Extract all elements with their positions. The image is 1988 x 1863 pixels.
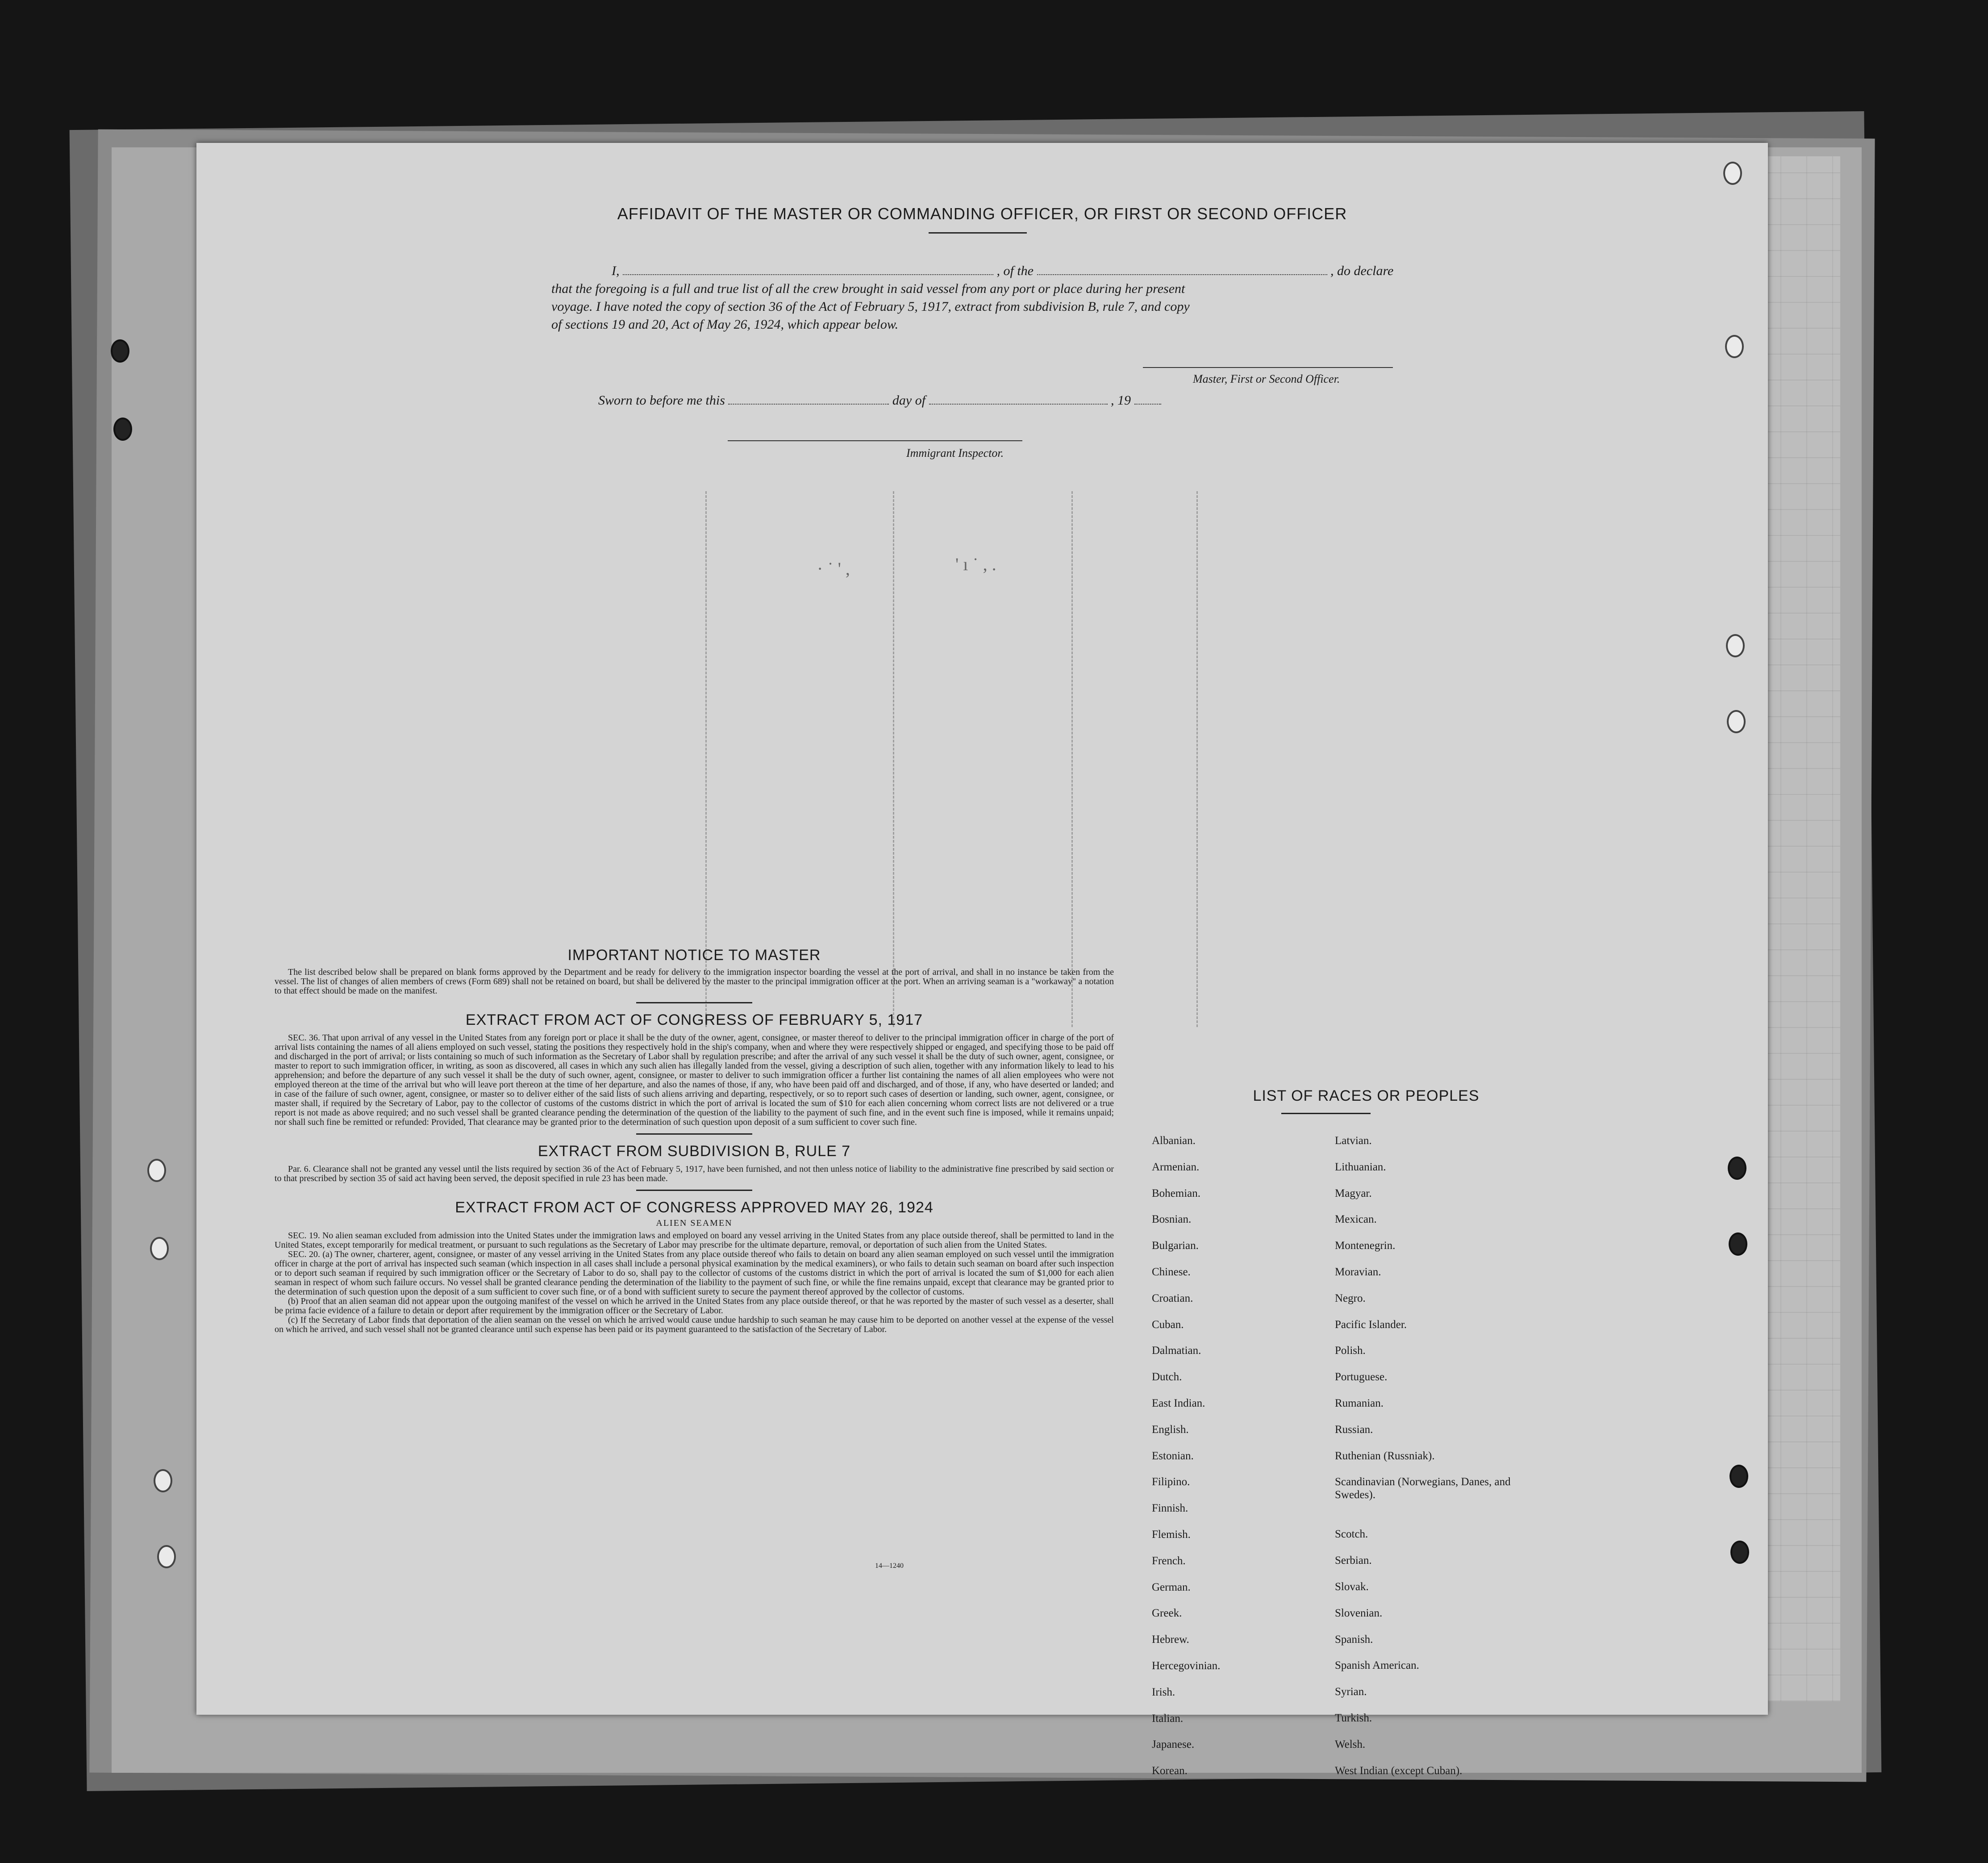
race-item: Cuban.	[1152, 1318, 1184, 1331]
extract-1924-sec20a: SEC. 20. (a) The owner, charterer, agent, consignee, or master of any vessel arriving in the United States from any place outside thereof who fails to detain on board any alien seaman employed on such vessel until the immigration officer in charge at the port of arrival has inspected such seaman (which inspection in all cases shall include a personal physical examination by the medical examiners), or who fails to detain such seaman on board after such inspection or to deport such seaman if required by such immigration officer or the Secretary of Labor to do so, shall pay to the collector of customs of the customs district in which the port of arrival is located the sum of $1,000 for each alien seaman in respect of whom such failure occurs. No vessel shall be granted clearance pending the determination of the liability to the payment of such fine, or while the fine remains unpaid, except that clearance may be granted prior to the determination of such question upon the deposit of a sum sufficient to cover such fine, or of a bond with sufficient surety to secure the payment thereof approved by the collector of customs.	[275, 1249, 1114, 1297]
sworn-month-blank[interactable]	[929, 393, 1108, 405]
race-item: Turkish.	[1335, 1712, 1372, 1724]
sworn-prefix: Sworn to before me this	[598, 393, 725, 408]
binder-hole	[111, 339, 129, 363]
sworn-line	[598, 393, 1161, 408]
title-underline	[929, 232, 1027, 234]
officer-name-blank[interactable]	[623, 263, 993, 275]
alien-seamen-subtitle: ALIEN SEAMEN	[656, 1218, 733, 1228]
race-item: Magyar.	[1335, 1187, 1372, 1199]
i-label: I,	[612, 263, 620, 278]
extract-1917-section-36: SEC. 36. That upon arrival of any vessel in the United States from any foreign port or place it shall be the duty of the owner, agent, consignee, or master thereof to deliver to the principal immigration officer in charge of the port of arrival lists containing the names of all aliens employed on such vessel, stating the positions they respectively hold in the ship's company, when and where they were respectively shipped or engaged, and specifying those to be paid off and discharged in the port of arrival; or lists containing so much of such information as the Secretary of Labor shall by regulation prescribe; and after the arrival of any such vessel it shall be the duty of such owner, agent, consignee, or master to report to such immigration officer, in writing, as soon as discovered, all cases in which any such alien has illegally landed from the vessel, giving a description of such alien, together with any information likely to lead to his apprehension; and before the departure of any such vessel it shall be the duty of such owner, agent, consignee, or master to deliver to such immigration officer a further list containing the names of all alien employees who were not employed thereon at the time of the arrival but who will leave port thereon at the time of her departure, and also the names of those, if any, who have been paid off and discharged, and of those, if any, who have deserted or landed; and in case of the failure of such owner, agent, consignee, or master so to deliver either of the said lists of such aliens arriving and departing, respectively, or so to report such cases of desertion or landing, such owner, agent, consignee, or master shall, if required by the Secretary of Labor, pay to the collector of customs of the customs district in which the port of arrival is located the sum of $10 for each alien concerning whom correct lists are not delivered or a true report is not made as above required; and no such vessel shall be granted clearance pending the determination of the question of the liability to the payment of such fine, and in the event such fine is imposed, while it remains unpaid; nor shall such fine be remitted or refunded: Provided, That clearance may be granted prior to the determination of such question upon deposit of a sum sufficient to cover such fine.	[275, 1033, 1114, 1127]
bleed-through-rule	[1196, 491, 1198, 1027]
notice-to-master-section	[275, 947, 1114, 1334]
race-item: Serbian.	[1335, 1554, 1372, 1567]
extract-rule7-par6: Par. 6. Clearance shall not be granted any vessel until the lists required by section 36 of the Act of February 5, 1917, have been furnished, and not then unless notice of liability to the administrative fine prescribed by said section or to that prescribed by section 35 of said act having been served, the deposit specified in rule 23 has been made.	[275, 1164, 1114, 1183]
races-list-title: LIST OF RACES OR PEOPLES	[1253, 1087, 1480, 1104]
race-item: Finnish.	[1152, 1502, 1188, 1515]
race-item: Latvian.	[1335, 1135, 1372, 1147]
binder-hole	[1727, 710, 1746, 733]
race-item: Croatian.	[1152, 1292, 1193, 1304]
race-item: French.	[1152, 1554, 1186, 1567]
race-item: Bosnian.	[1152, 1213, 1192, 1226]
notice-to-master-body	[275, 968, 1114, 996]
race-item: Scotch.	[1335, 1528, 1368, 1541]
race-item: Japanese.	[1152, 1738, 1195, 1751]
inspector-signature-line[interactable]	[728, 440, 1022, 441]
race-item: Irish.	[1152, 1686, 1175, 1698]
race-item: Filipino.	[1152, 1476, 1190, 1488]
of-the-label: , of the	[996, 263, 1034, 278]
binder-hole	[1729, 1232, 1747, 1256]
affidavit-declaration-line	[612, 263, 1393, 279]
form-number: 14—1240	[875, 1562, 904, 1570]
race-item: English.	[1152, 1423, 1189, 1436]
race-item: Negro.	[1335, 1292, 1366, 1304]
extract-1917-body	[275, 1033, 1114, 1127]
race-item: Slovenian.	[1335, 1607, 1383, 1619]
binder-hole	[1728, 1157, 1746, 1180]
race-item: Hebrew.	[1152, 1633, 1189, 1646]
affidavit-text-line-2: that the foregoing is a full and true list of all the crew brought in said vessel from any port or place during her present	[551, 281, 1185, 296]
section-divider	[636, 1190, 752, 1191]
section-divider	[636, 1133, 752, 1135]
master-signature-line[interactable]	[1143, 367, 1393, 368]
extract-rule7-title: EXTRACT FROM SUBDIVISION B, RULE 7	[538, 1143, 851, 1160]
binder-hole	[1725, 335, 1744, 358]
race-item: Portuguese.	[1335, 1371, 1388, 1383]
race-item: Spanish.	[1335, 1633, 1373, 1646]
race-item: Italian.	[1152, 1712, 1184, 1725]
race-item: Polish.	[1335, 1345, 1366, 1357]
do-declare-label: , do declare	[1330, 263, 1394, 278]
binder-hole	[113, 418, 132, 441]
race-item: West Indian (except Cuban).	[1335, 1764, 1463, 1777]
race-item: Slovak.	[1335, 1580, 1369, 1593]
race-item: Pacific Islander.	[1335, 1318, 1407, 1331]
race-item: Moravian.	[1335, 1266, 1381, 1278]
binder-hole	[1730, 1541, 1749, 1564]
race-item: Lithuanian.	[1335, 1161, 1386, 1173]
race-item: Mexican.	[1335, 1213, 1377, 1226]
binder-hole	[154, 1469, 172, 1492]
race-item: Albanian.	[1152, 1135, 1196, 1147]
notice-to-master-title: IMPORTANT NOTICE TO MASTER	[567, 947, 821, 964]
year-label: , 19	[1111, 393, 1131, 408]
race-item: Montenegrin.	[1335, 1240, 1396, 1252]
ink-smudge: · ˙ ' ,	[817, 559, 850, 579]
race-item: Korean.	[1152, 1765, 1188, 1777]
race-item: Welsh.	[1335, 1738, 1366, 1750]
binder-hole	[157, 1545, 176, 1568]
extract-1924-body	[275, 1231, 1114, 1334]
race-item: Spanish American.	[1335, 1659, 1419, 1672]
race-item: Dalmatian.	[1152, 1345, 1201, 1357]
races-left-column	[1152, 1134, 1299, 1791]
race-item: Chinese.	[1152, 1266, 1191, 1278]
affidavit-text-line-4: of sections 19 and 20, Act of May 26, 1924, which appear below.	[551, 317, 899, 332]
day-of-label: day of	[892, 393, 926, 408]
affidavit-title: AFFIDAVIT OF THE MASTER OR COMMANDING OFFICER, OR FIRST OR SECOND OFFICER	[617, 205, 1347, 223]
race-item: Flemish.	[1152, 1528, 1191, 1541]
race-item: Russian.	[1335, 1423, 1373, 1436]
extract-1924-sec20c: (c) If the Secretary of Labor finds that deportation of the alien seaman on the vessel on which he arrived would cause undue hardship to such seaman he may cause him to be deported on another vessel at the expense of the vessel on which he arrived, and such vessel shall not be granted clearance until such expense has been paid or its payment guaranteed to the satisfaction of the Secretary of Labor.	[275, 1315, 1114, 1334]
race-item: East Indian.	[1152, 1397, 1205, 1409]
race-item: Syrian.	[1335, 1686, 1367, 1698]
extract-1924-sec19: SEC. 19. No alien seaman excluded from admission into the United States under the immigration laws and employed on board any vessel arriving in the United States from any place outside thereof, shall be permitted to land in the United States, except temporarily for medical treatment, or pursuant to such regulations as the Secretary of Labor may prescribe for the ultimate departure, removal, or deportation of such alien from the United States.	[275, 1231, 1114, 1250]
race-item: Bohemian.	[1152, 1187, 1201, 1199]
master-signature-label: Master, First or Second Officer.	[1193, 372, 1340, 385]
sworn-year-blank[interactable]	[1134, 393, 1161, 405]
binder-hole	[1723, 162, 1742, 185]
extract-rule7-body	[275, 1165, 1114, 1183]
sworn-day-blank[interactable]	[728, 393, 889, 405]
notice-to-master-text: The list described below shall be prepared on blank forms approved by the Department and be ready for delivery to the immigration inspector boarding the vessel at the port of arrival, and shall in no instance be taken from the vessel. The list of changes of alien members of crews (Form 689) shall not be retained on board, but shall be delivered by the master to the principal immigration officer at the port. When an arriving seaman is a "workaway" a notation to that effect should be made on the manifest.	[275, 967, 1114, 996]
extract-1924-sec20b: (b) Proof that an alien seaman did not appear upon the outgoing manifest of the vessel on which he arrived in the United States from any place outside thereof, or that he was reported by the master of such vessel as a deserter, shall be prima facie evidence of a failure to detain or deport after requirement by the immigration officer or the Secretary of Labor.	[275, 1296, 1114, 1316]
inspector-signature-label: Immigrant Inspector.	[906, 447, 1004, 459]
race-item: Hercegovinian.	[1152, 1659, 1221, 1672]
binder-hole	[1726, 634, 1745, 657]
race-item: Armenian.	[1152, 1161, 1200, 1173]
binder-hole	[150, 1237, 169, 1260]
race-item: German.	[1152, 1581, 1191, 1593]
race-item: Estonian.	[1152, 1449, 1194, 1462]
race-item: Greek.	[1152, 1607, 1182, 1620]
affidavit-page	[196, 143, 1768, 1777]
affidavit-text-line-3: voyage. I have noted the copy of section 36 of the Act of February 5, 1917, extract from subdivision B, rule 7, and copy	[551, 299, 1190, 314]
binder-hole	[147, 1159, 166, 1182]
extract-1917-title: EXTRACT FROM ACT OF CONGRESS OF FEBRUARY 5, 1917	[465, 1011, 923, 1028]
race-item: Scandinavian (Norwegians, Danes, and Swedes).	[1335, 1476, 1511, 1501]
extract-1924-title: EXTRACT FROM ACT OF CONGRESS APPROVED MAY 26, 1924	[455, 1199, 934, 1216]
section-divider	[636, 1002, 752, 1003]
races-title-underline	[1281, 1113, 1371, 1114]
race-item: Dutch.	[1152, 1371, 1182, 1383]
race-item: Ruthenian (Russniak).	[1335, 1449, 1435, 1462]
races-right-column	[1335, 1134, 1522, 1790]
race-item: Rumanian.	[1335, 1397, 1384, 1409]
vessel-name-blank[interactable]	[1037, 263, 1327, 275]
binder-hole	[1730, 1465, 1748, 1488]
ink-smudge: ' ı ˙ , .	[955, 554, 996, 574]
race-item: Bulgarian.	[1152, 1240, 1199, 1252]
